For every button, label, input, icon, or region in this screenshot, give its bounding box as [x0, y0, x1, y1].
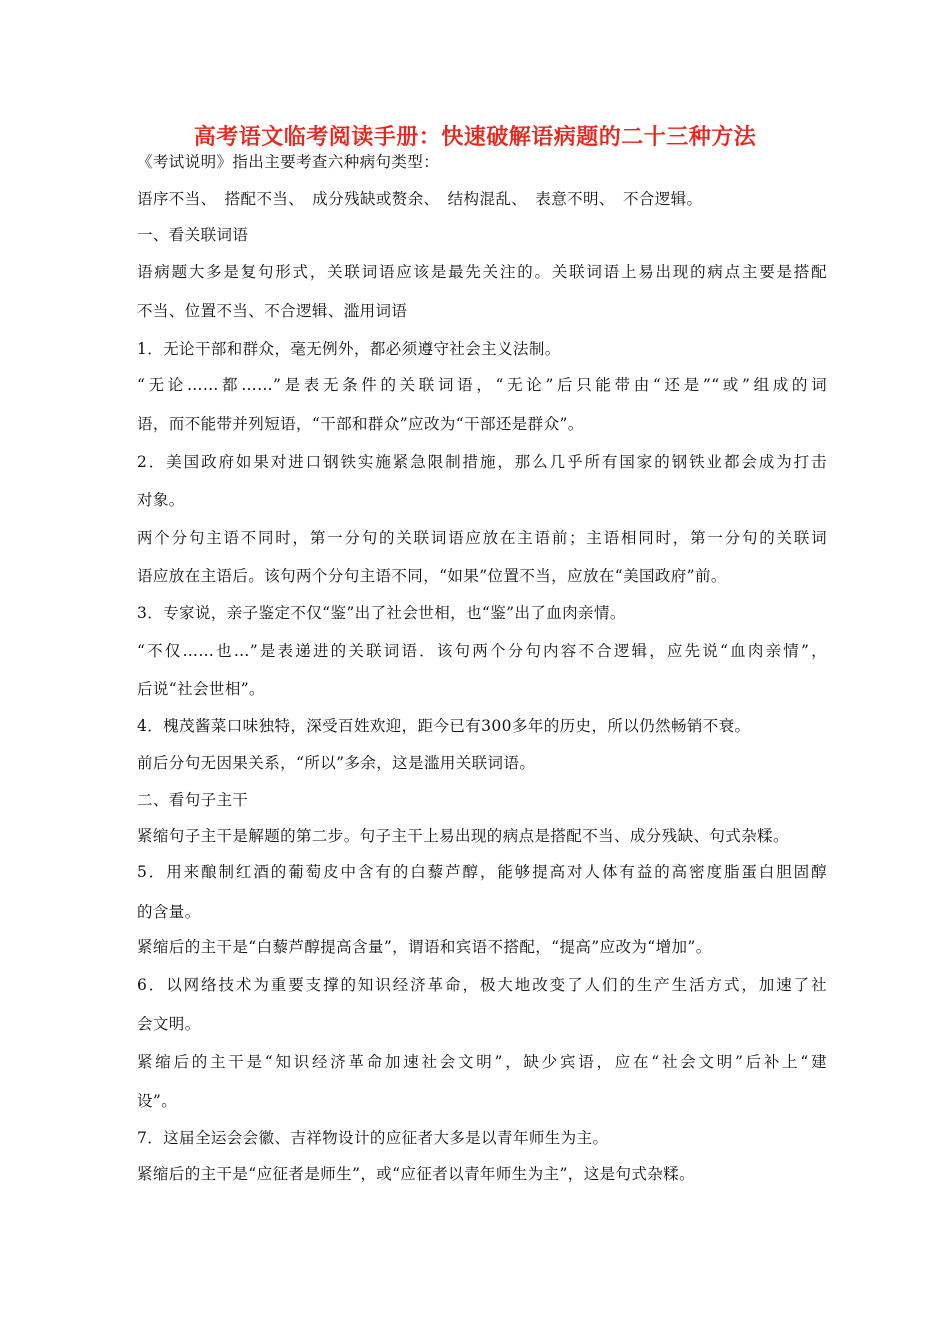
text-line: 前后分句无因果关系，“所以”多余，这是滥用关联词语。: [137, 754, 536, 772]
text-line: 2．美国政府如果对进口钢铁实施紧急限制措施，那么几乎所有国家的钢铁业都会成为打击: [137, 453, 827, 471]
text-line: 《考试说明》指出主要考查六种病句类型：: [137, 153, 440, 171]
text-line: 语序不当、 搭配不当、 成分残缺或赘余、 结构混乱、 表意不明、 不合逻辑。: [137, 190, 703, 208]
text-line: 语应放在主语后。该句两个分句主语不同，“如果”位置不当，应放在“美国政府”前。: [137, 567, 727, 585]
text-line: “无论……都……”是表无条件的关联词语，“无论”后只能带由“还是”“或”组成的词: [137, 376, 827, 394]
document-title: 高考语文临考阅读手册：快速破解语病题的二十三种方法: [193, 125, 757, 150]
text-line: 紧缩后的主干是“知识经济革命加速社会文明”，缺少宾语，应在“社会文明”后补上“建: [137, 1053, 827, 1071]
text-line: 5．用来酿制红酒的葡萄皮中含有的白藜芦醇，能够提高对人体有益的高密度脂蛋白胆固醇: [137, 863, 827, 881]
text-line: 语病题大多是复句形式，关联词语应该是最先关注的。关联词语上易出现的病点主要是搭配: [137, 263, 827, 281]
text-line: 紧缩后的主干是“应征者是师生”，或“应征者以青年师生为主”，这是句式杂糅。: [137, 1165, 695, 1183]
section-heading: 二、看句子主干: [137, 791, 249, 809]
text-line: 会文明。: [137, 1015, 201, 1033]
text-line: 后说“社会世相”。: [137, 680, 265, 698]
section-heading: 一、看关联词语: [137, 226, 249, 244]
text-line: 紧缩后的主干是“白藜芦醇提高含量”，谓语和宾语不搭配，“提高”应改为“增加”。: [137, 938, 712, 956]
text-line: 4．槐茂酱菜口味独特，深受百姓欢迎，距今已有300多年的历史，所以仍然畅销不衰。: [137, 717, 751, 735]
text-line: 两个分句主语不同时，第一分句的关联词语应放在主语前；主语相同时，第一分句的关联词: [137, 529, 827, 547]
text-line: “不仅……也…”是表递进的关联词语．该句两个分句内容不合逻辑，应先说“血肉亲情”，: [137, 642, 827, 660]
text-line: 不当、位置不当、不合逻辑、滥用词语: [137, 302, 408, 320]
text-line: 对象。: [137, 491, 185, 509]
text-line: 设”。: [137, 1092, 178, 1110]
text-line: 的含量。: [137, 903, 201, 921]
text-line: 紧缩句子主干是解题的第二步。句子主干上易出现的病点是搭配不当、成分残缺、句式杂糅。: [137, 827, 789, 845]
text-line: 6．以网络技术为重要支撑的知识经济革命，极大地改变了人们的生产生活方式，加速了社: [137, 976, 827, 994]
text-line: 语，而不能带并列短语，“干部和群众”应改为“干部还是群众”。: [137, 415, 584, 433]
text-line: 3．专家说，亲子鉴定不仅“鉴”出了社会世相，也“鉴”出了血肉亲情。: [137, 604, 626, 622]
text-line: 1．无论干部和群众，毫无例外，都必须遵守社会主义法制。: [137, 340, 561, 358]
text-line: 7．这届全运会会徽、吉祥物设计的应征者大多是以青年师生为主。: [137, 1129, 609, 1147]
